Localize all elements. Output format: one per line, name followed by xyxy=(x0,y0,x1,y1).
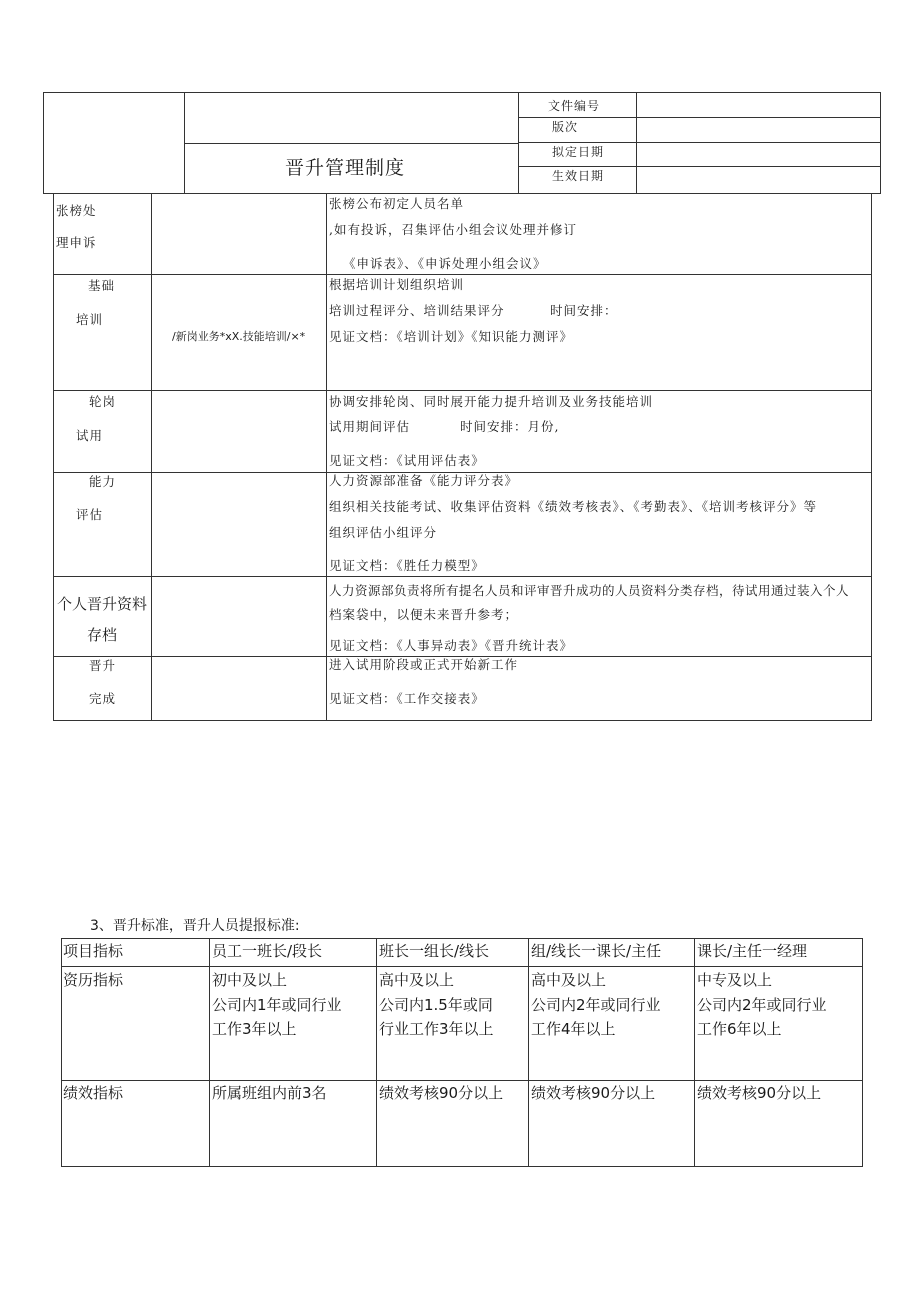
step-content: 人力资源部准备《能力评分表》 xyxy=(329,473,519,488)
step-content: 见证文档：《培训计划》《知识能力测评》 xyxy=(329,329,574,344)
table-divider xyxy=(326,193,327,721)
step-content: 协调安排轮岗、同时展开能力提升培训及业务技能培训 xyxy=(329,394,654,409)
column-header: 班长一组长/线长 xyxy=(379,942,490,960)
step-name: 基础 xyxy=(88,278,116,293)
table-cell: 公司内1年或同行业 xyxy=(212,996,342,1014)
step-content: 见证文档：《工作交接表》 xyxy=(329,691,485,706)
table-row-divider xyxy=(53,390,872,391)
step-content: 人力资源部负责将所有提名人员和评审晋升成功的人员资料分类存档，待试用通过装入个人 xyxy=(329,583,850,598)
step-name: 理申诉 xyxy=(56,235,97,250)
header-divider xyxy=(518,142,881,143)
table-border-bottom xyxy=(61,1166,863,1167)
meta-label-draft-date: 拟定日期 xyxy=(552,145,605,159)
table-border-right xyxy=(871,193,872,721)
table-row-divider xyxy=(53,274,872,275)
column-header: 组/线长一课长/主任 xyxy=(531,942,662,960)
table-cell: 绩效考核90分以上 xyxy=(379,1084,504,1102)
step-content: 组织相关技能考试、收集评估资料《绩效考核表》、《考勤表》、《培训考核评分》等 xyxy=(329,499,818,514)
table-cell: 高中及以上 xyxy=(531,971,607,989)
step-middle-note: /新岗业务*xX.技能培训/×* xyxy=(172,330,306,343)
step-content: 进入试用阶段或正式开始新工作 xyxy=(329,657,519,672)
table-cell: 绩效考核90分以上 xyxy=(531,1084,656,1102)
table-cell: 所属班组内前3名 xyxy=(212,1084,327,1102)
meta-label-version: 版次 xyxy=(552,120,579,134)
row-label: 资历指标 xyxy=(63,971,124,989)
step-name: 轮岗 xyxy=(89,394,117,409)
step-content: 档案袋中，以便未来晋升参考； xyxy=(329,607,519,622)
step-content: 根据培训计划组织培训 xyxy=(329,277,465,292)
table-cell: 公司内1.5年或同 xyxy=(379,996,493,1014)
header-divider xyxy=(636,92,637,194)
header-divider xyxy=(518,117,881,118)
step-name: 完成 xyxy=(89,691,117,706)
step-content: 时间安排： xyxy=(550,303,618,318)
header-divider xyxy=(518,166,881,167)
table-cell: 绩效考核90分以上 xyxy=(697,1084,822,1102)
step-name: 个人晋升资料 xyxy=(57,595,148,613)
table-cell: 初中及以上 xyxy=(212,971,288,989)
page-title: 晋升管理制度 xyxy=(285,157,406,179)
section-heading: 3、晋升标准，晋升人员提报标准: xyxy=(90,918,300,934)
table-cell: 中专及以上 xyxy=(697,971,773,989)
table-cell: 行业工作3年以上 xyxy=(379,1020,494,1038)
table-cell: 工作4年以上 xyxy=(531,1020,616,1038)
step-name: 试用 xyxy=(76,428,104,443)
table-border-bottom xyxy=(53,720,872,721)
step-content: 《申诉表》、《申诉处理小组会议》 xyxy=(343,256,547,271)
step-name: 张榜处 xyxy=(56,203,97,218)
table-cell: 工作6年以上 xyxy=(697,1020,782,1038)
step-content: 培训过程评分、培训结果评分 xyxy=(329,303,505,318)
header-border-left xyxy=(43,92,44,194)
step-content: 试用期间评估 xyxy=(329,419,411,434)
table-border-left xyxy=(53,193,54,721)
meta-label-doc-number: 文件编号 xyxy=(548,99,601,113)
table-cell: 公司内2年或同行业 xyxy=(697,996,827,1014)
table-border-top xyxy=(61,938,863,939)
step-content: 见证文档：《胜任力模型》 xyxy=(329,558,485,573)
table-divider xyxy=(151,193,152,721)
table-cell: 公司内2年或同行业 xyxy=(531,996,661,1014)
table-row-divider xyxy=(61,1080,863,1081)
table-border-right xyxy=(862,938,863,1167)
header-border-bottom xyxy=(43,193,881,194)
row-label: 绩效指标 xyxy=(63,1084,124,1102)
meta-label-effective-date: 生效日期 xyxy=(552,169,605,183)
step-name: 评估 xyxy=(76,507,104,522)
step-content: 见证文档：《人事异动表》《晋升统计表》 xyxy=(329,638,574,653)
table-row-divider xyxy=(61,966,863,967)
table-cell: 高中及以上 xyxy=(379,971,455,989)
step-content: 张榜公布初定人员名单 xyxy=(329,196,465,211)
step-content: ,如有投诉，召集评估小组会议处理并修订 xyxy=(329,222,577,237)
header-border-top xyxy=(43,92,881,93)
step-name: 能力 xyxy=(89,474,117,489)
table-divider xyxy=(376,938,377,1167)
step-name: 存档 xyxy=(87,626,118,644)
step-content: 见证文档：《试用评估表》 xyxy=(329,453,485,468)
table-border-left xyxy=(61,938,62,1167)
table-row-divider xyxy=(53,576,872,577)
table-divider xyxy=(694,938,695,1167)
step-name: 晋升 xyxy=(89,658,117,673)
header-divider xyxy=(184,143,519,144)
step-content: 组织评估小组评分 xyxy=(329,525,438,540)
table-cell: 工作3年以上 xyxy=(212,1020,297,1038)
step-name: 培训 xyxy=(76,312,104,327)
table-divider xyxy=(528,938,529,1167)
step-content: 时间安排：月份, xyxy=(460,419,560,434)
header-border-right xyxy=(880,92,881,194)
table-divider xyxy=(209,938,210,1167)
column-header: 项目指标 xyxy=(63,942,124,960)
column-header: 员工一班长/段长 xyxy=(212,942,323,960)
column-header: 课长/主任一经理 xyxy=(697,942,808,960)
